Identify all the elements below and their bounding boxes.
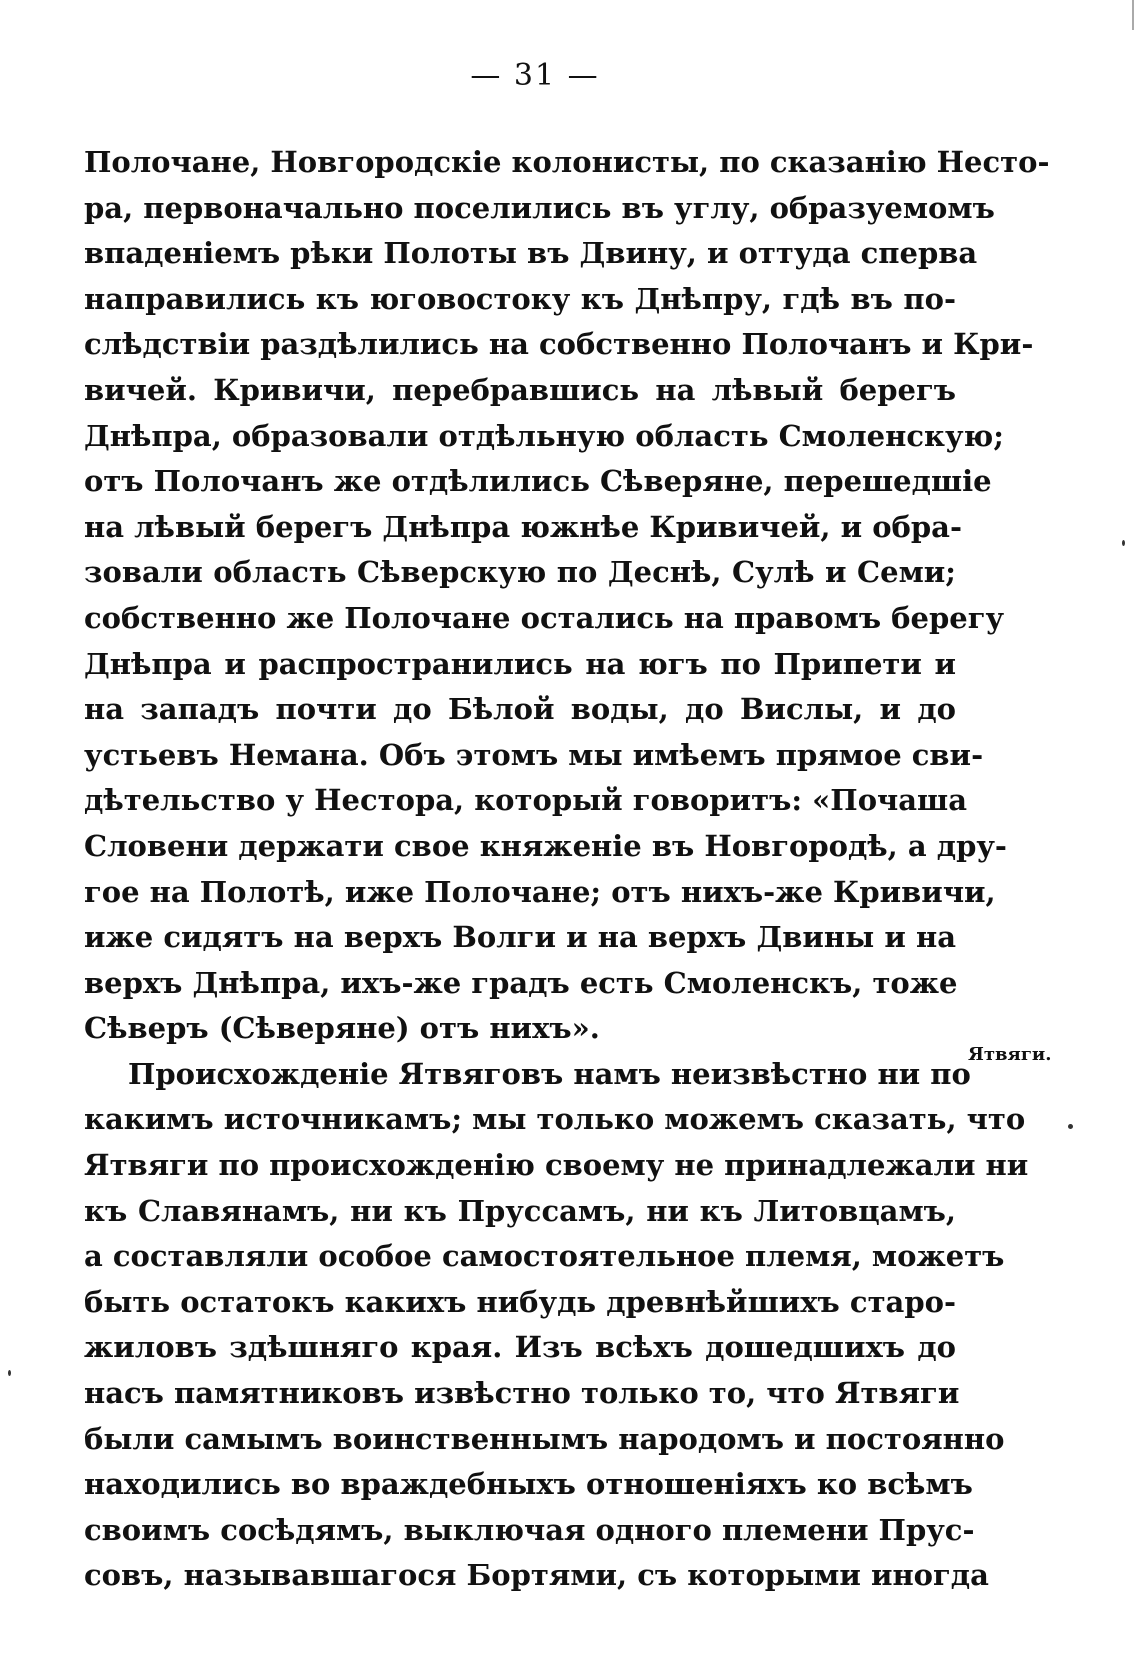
text-line: быть остатокъ какихъ нибудь древнѣйшихъ старо- (84, 1284, 956, 1319)
text-line: Полочане, Новгородскіе колонисты, по сказанію Несто- (84, 145, 1050, 179)
text-line: гое на Полотѣ, иже Полочане; отъ нихъ-же Кривичи, (84, 874, 996, 909)
text-line: Днѣпра, образовали отдѣльную область Смоленскую; (84, 418, 1004, 453)
text-line: на лѣвый берегъ Днѣпра южнѣе Кривичей, и обра- (84, 509, 962, 544)
text-line: Словени держати свое княженіе въ Новгородѣ, а дру- (84, 828, 1007, 863)
text-line: на западъ почти до Бѣлой воды, до Вислы, и до (84, 692, 956, 727)
text-line: верхъ Днѣпра, ихъ-же градъ есть Смоленскъ, тоже (84, 965, 958, 1000)
paragraph-start-line: Происхожденіе Ятвяговъ намъ неизвѣстно ни по (128, 1056, 971, 1091)
text-line: ра, первоначально поселились въ углу, образуемомъ (84, 190, 995, 225)
text-line: вичей. Кривичи, перебравшись на лѣвый берегъ (84, 372, 956, 407)
text-line: направились къ юговостоку къ Днѣпру, гдѣ въ по- (84, 281, 956, 316)
text-line: устьевъ Немана. Объ этомъ мы имѣемъ прямое сви- (84, 737, 984, 772)
text-line: отъ Полочанъ же отдѣлились Сѣверяне, перешедшіе (84, 464, 992, 499)
scan-speck (1122, 540, 1125, 546)
text-line: какимъ источникамъ; мы только можемъ сказать, что (84, 1102, 1026, 1137)
text-line: находились во враждебныхъ отношеніяхъ ко всѣмъ (84, 1467, 973, 1502)
margin-note: Ятвяги. (968, 1044, 1052, 1065)
text-line: Сѣверъ (Сѣверяне) отъ нихъ». (84, 1011, 600, 1046)
text-line: собственно же Полочане остались на правомъ берегу (84, 600, 1005, 635)
text-line: жиловъ здѣшняго края. Изъ всѣхъ дошедшихъ до (84, 1330, 956, 1365)
text-line: Ятвяги по происхожденію своему не принадлежали ни (84, 1148, 1029, 1183)
text-line: слѣдствіи раздѣлились на собственно Полочанъ и Кри- (84, 327, 1034, 362)
text-line: своимъ сосѣдямъ, выключая одного племени Прус- (84, 1512, 975, 1547)
body-text (84, 140, 1050, 1599)
scan-speck (8, 1370, 11, 1376)
text-line: а составляли особое самостоятельное племя, можетъ (84, 1239, 1005, 1274)
text-line: Днѣпра и распространились на югъ по Припети и (84, 646, 956, 681)
text-line: совъ, называвшагося Бортями, съ которыми иногда (84, 1558, 989, 1593)
text-line: дѣтельство у Нестора, который говоритъ: «Почаша (84, 783, 968, 818)
text-line: были самымъ воинственнымъ народомъ и постоянно (84, 1421, 1005, 1456)
scan-edge-mark (1132, 0, 1134, 30)
text-line: впаденіемъ рѣки Полоты въ Двину, и оттуда сперва (84, 236, 978, 271)
text-line: насъ памятниковъ извѣстно только то, что Ятвяги (84, 1376, 960, 1411)
text-line: зовали область Сѣверскую по Деснѣ, Сулѣ и Семи; (84, 555, 956, 590)
text-line: иже сидятъ на верхъ Волги и на верхъ Двины и на (84, 920, 956, 955)
scan-speck (1068, 1124, 1073, 1129)
page-number: — 31 — (470, 58, 600, 93)
text-line: къ Славянамъ, ни къ Пруссамъ, ни къ Литовцамъ, (84, 1193, 956, 1228)
